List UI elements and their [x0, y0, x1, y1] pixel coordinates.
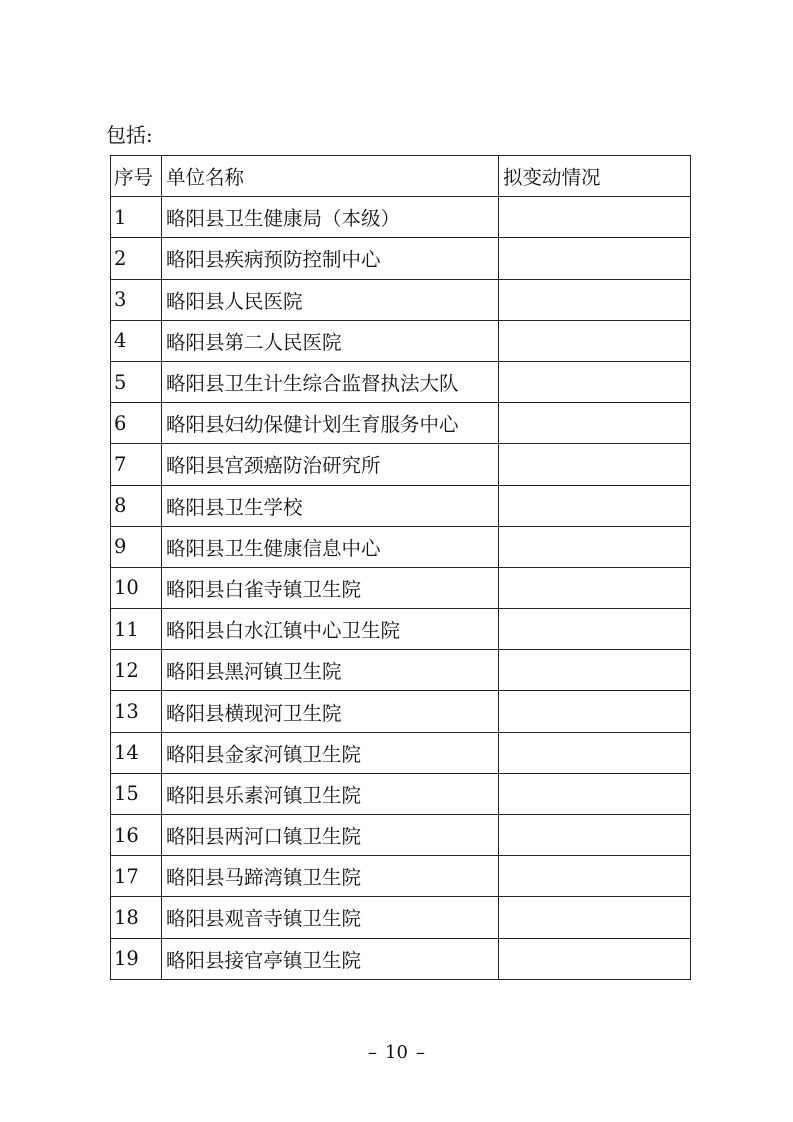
- footer-dash-right: –: [415, 1042, 425, 1063]
- row-unit-name: 略阳县金家河镇卫生院: [162, 732, 499, 773]
- row-proposed-change: [499, 197, 691, 238]
- row-number: 17: [111, 856, 162, 897]
- table-row: [111, 279, 691, 320]
- row-proposed-change: [499, 773, 691, 814]
- table-row: [111, 526, 691, 567]
- row-number: 2: [111, 238, 162, 279]
- row-number: 11: [111, 609, 162, 650]
- row-number: 10: [111, 567, 162, 608]
- table-row: [111, 361, 691, 402]
- row-number: 7: [111, 444, 162, 485]
- row-number: 1: [111, 197, 162, 238]
- row-number: 5: [111, 361, 162, 402]
- row-unit-name: 略阳县宫颈癌防治研究所: [162, 444, 499, 485]
- table-row: [111, 897, 691, 938]
- table-row: [111, 320, 691, 361]
- table-row: [111, 815, 691, 856]
- intro-label: 包括:: [106, 123, 153, 147]
- row-proposed-change: [499, 444, 691, 485]
- row-proposed-change: [499, 238, 691, 279]
- row-number: 12: [111, 650, 162, 691]
- row-number: 15: [111, 773, 162, 814]
- row-proposed-change: [499, 897, 691, 938]
- table-row: [111, 403, 691, 444]
- row-unit-name: 略阳县乐素河镇卫生院: [162, 773, 499, 814]
- header-unit-name: 单位名称: [162, 156, 499, 197]
- header-proposed-change: 拟变动情况: [499, 156, 691, 197]
- row-proposed-change: [499, 732, 691, 773]
- row-number: 18: [111, 897, 162, 938]
- row-unit-name: 略阳县疾病预防控制中心: [162, 238, 499, 279]
- row-proposed-change: [499, 938, 691, 979]
- row-proposed-change: [499, 856, 691, 897]
- row-number: 4: [111, 320, 162, 361]
- row-number: 3: [111, 279, 162, 320]
- row-unit-name: 略阳县第二人民医院: [162, 320, 499, 361]
- table-row: [111, 773, 691, 814]
- table-row: [111, 485, 691, 526]
- row-number: 14: [111, 732, 162, 773]
- table-header-row: [111, 156, 691, 197]
- table-row: [111, 856, 691, 897]
- table-row: [111, 650, 691, 691]
- row-unit-name: 略阳县卫生健康信息中心: [162, 526, 499, 567]
- row-unit-name: 略阳县人民医院: [162, 279, 499, 320]
- row-proposed-change: [499, 567, 691, 608]
- page-number: 10: [385, 1042, 408, 1063]
- table-row: [111, 609, 691, 650]
- header-number: 序号: [111, 156, 162, 197]
- row-proposed-change: [499, 815, 691, 856]
- row-unit-name: 略阳县两河口镇卫生院: [162, 815, 499, 856]
- page-footer: [0, 1042, 793, 1063]
- row-proposed-change: [499, 361, 691, 402]
- row-number: 16: [111, 815, 162, 856]
- row-unit-name: 略阳县马蹄湾镇卫生院: [162, 856, 499, 897]
- table-row: [111, 938, 691, 979]
- table-row: [111, 444, 691, 485]
- row-unit-name: 略阳县黑河镇卫生院: [162, 650, 499, 691]
- row-number: 13: [111, 691, 162, 732]
- row-proposed-change: [499, 485, 691, 526]
- row-proposed-change: [499, 650, 691, 691]
- row-proposed-change: [499, 609, 691, 650]
- table-row: [111, 732, 691, 773]
- row-unit-name: 略阳县接官亭镇卫生院: [162, 938, 499, 979]
- row-number: 9: [111, 526, 162, 567]
- table-row: [111, 691, 691, 732]
- table-row: [111, 567, 691, 608]
- row-unit-name: 略阳县卫生计生综合监督执法大队: [162, 361, 499, 402]
- row-proposed-change: [499, 403, 691, 444]
- table-body: [111, 197, 691, 980]
- row-unit-name: 略阳县白水江镇中心卫生院: [162, 609, 499, 650]
- row-unit-name: 略阳县卫生健康局（本级）: [162, 197, 499, 238]
- row-proposed-change: [499, 320, 691, 361]
- row-unit-name: 略阳县白雀寺镇卫生院: [162, 567, 499, 608]
- row-number: 19: [111, 938, 162, 979]
- footer-dash-left: –: [368, 1042, 378, 1063]
- units-table: [110, 155, 691, 980]
- table-row: [111, 197, 691, 238]
- row-unit-name: 略阳县横现河卫生院: [162, 691, 499, 732]
- row-number: 8: [111, 485, 162, 526]
- row-proposed-change: [499, 691, 691, 732]
- row-unit-name: 略阳县卫生学校: [162, 485, 499, 526]
- row-unit-name: 略阳县观音寺镇卫生院: [162, 897, 499, 938]
- row-proposed-change: [499, 526, 691, 567]
- row-number: 6: [111, 403, 162, 444]
- row-unit-name: 略阳县妇幼保健计划生育服务中心: [162, 403, 499, 444]
- table-row: [111, 238, 691, 279]
- row-proposed-change: [499, 279, 691, 320]
